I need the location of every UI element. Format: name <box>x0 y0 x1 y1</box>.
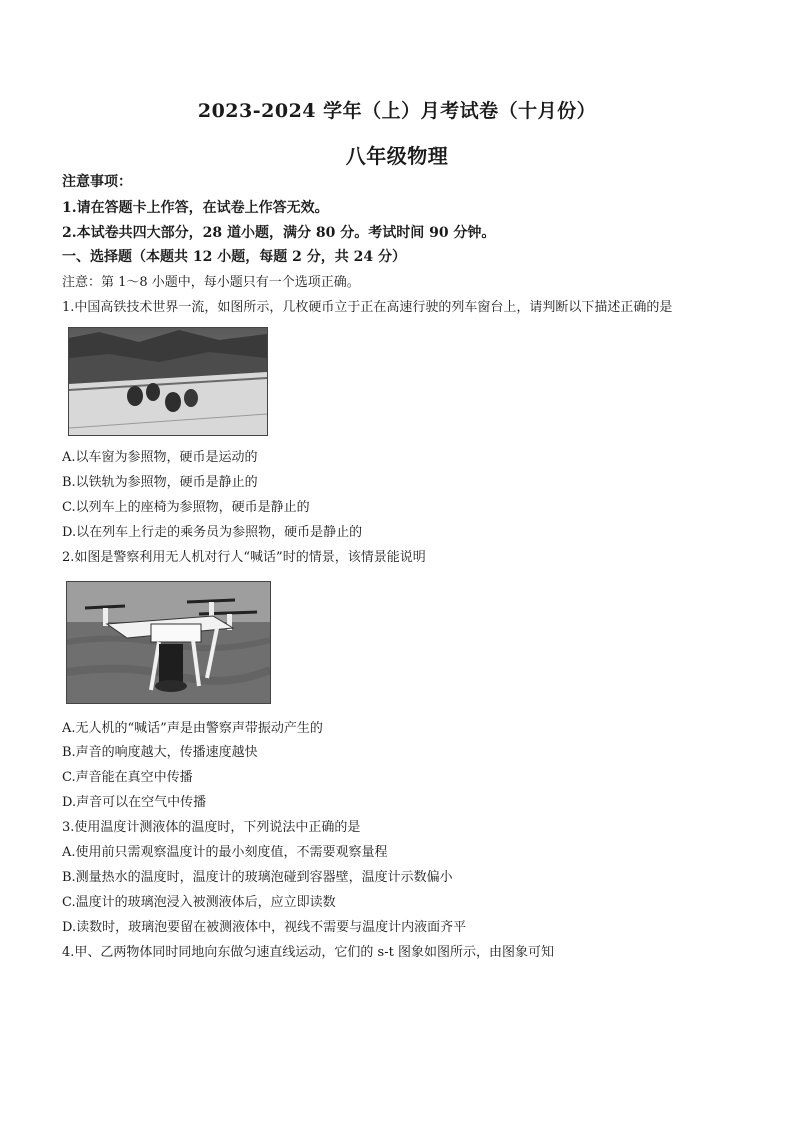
question-4-stem: 4.甲、乙两物体同时同地向东做匀速直线运动，它们的 s-t 图象如图所示，由图象可知 <box>62 945 554 960</box>
question-3-option: C.温度计的玻璃泡浸入被测液体后，应立即读数 <box>62 895 336 910</box>
question-1-option: B.以铁轨为参照物，硬币是静止的 <box>62 475 258 490</box>
notice-heading: 注意事项： <box>62 174 132 190</box>
question-1-stem: 1.中国高铁技术世界一流，如图所示，几枚硬币立于正在高速行驶的列车窗台上，请判断以下描述正确的是 <box>62 300 673 315</box>
train-photo-graphic <box>69 328 267 435</box>
question-1-option: A.以车窗为参照物，硬币是运动的 <box>62 450 258 465</box>
drone-photo-graphic <box>67 582 270 703</box>
train-windowsill-coins-photo <box>68 327 268 436</box>
section-heading: 一、选择题（本题共 12 小题，每题 2 分，共 24 分） <box>62 249 406 265</box>
question-1-option: D.以在列车上行走的乘务员为参照物，硬币是静止的 <box>62 525 363 540</box>
section-note: 注意：第 1～8 小题中，每小题只有一个选项正确。 <box>62 275 360 290</box>
notice-item: 1.请在答题卡上作答，在试卷上作答无效。 <box>62 200 329 216</box>
question-2-option: C.声音能在真空中传播 <box>62 770 193 785</box>
question-3-option: D.读数时，玻璃泡要留在被测液体中，视线不需要与温度计内液面齐平 <box>62 920 467 935</box>
exam-title: 2023-2024 学年（上）月考试卷（十月份） <box>197 100 597 122</box>
question-1-option: C.以列车上的座椅为参照物，硬币是静止的 <box>62 500 310 515</box>
exam-subject: 八年级物理 <box>345 144 449 168</box>
police-drone-photo <box>66 581 271 704</box>
question-2-stem: 2.如图是警察利用无人机对行人“喊话”时的情景，该情景能说明 <box>62 550 426 565</box>
question-2-option: D.声音可以在空气中传播 <box>62 795 207 810</box>
question-3-option: A.使用前只需观察温度计的最小刻度值，不需要观察量程 <box>62 845 388 860</box>
question-3-option: B.测量热水的温度时，温度计的玻璃泡碰到容器壁，温度计示数偏小 <box>62 870 453 885</box>
question-2-option: B.声音的响度越大，传播速度越快 <box>62 745 258 760</box>
question-3-stem: 3.使用温度计测液体的温度时，下列说法中正确的是 <box>62 820 361 835</box>
question-2-option: A.无人机的“喊话”声是由警察声带振动产生的 <box>62 721 323 736</box>
notice-item: 2.本试卷共四大部分，28 道小题，满分 80 分。考试时间 90 分钟。 <box>62 225 496 241</box>
